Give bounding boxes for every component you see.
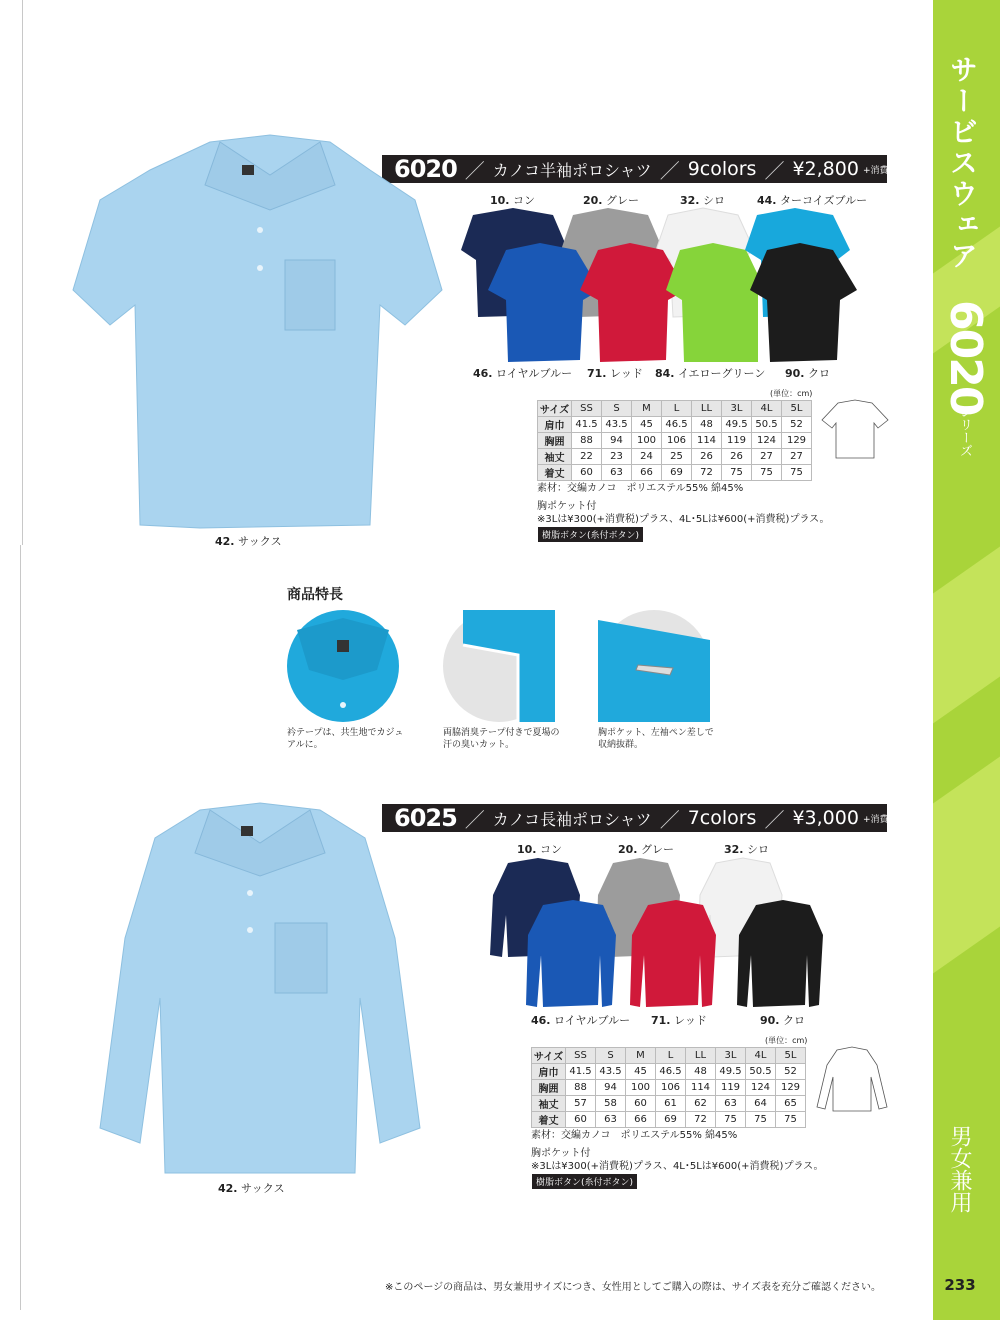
material-note: 素材：交編カノコ ポリエステル55% 綿45% xyxy=(531,1130,738,1141)
main-shirt-image-6020 xyxy=(70,130,445,530)
color-variants-6025 xyxy=(488,855,828,1010)
price-note: ※3Lは¥300(+消費税)プラス、4L･5Lは¥600(+消費税)プラス。 xyxy=(531,1161,824,1172)
margin-line xyxy=(22,0,23,545)
main-shirt-image-6025 xyxy=(75,798,425,1178)
color-label-46: 46. ロイヤルブルー xyxy=(531,1014,631,1027)
color-label-10: 10. コン xyxy=(490,194,535,207)
color-label-84: 84. イエローグリーン xyxy=(655,367,766,380)
side-series-label: シリーズ xyxy=(957,405,972,457)
color-label-90: 90. クロ xyxy=(760,1014,805,1027)
color-label-20: 20. グレー xyxy=(583,194,639,207)
color-label-20: 20. グレー xyxy=(618,843,674,856)
features-title: 商品特長 xyxy=(287,587,343,603)
color-label-71: 71. レッド xyxy=(587,367,643,380)
feature-text-3: 胸ポケット、左袖ペン差しで収納抜群。 xyxy=(598,728,714,750)
button-tag: 樹脂ボタン(糸付ボタン) xyxy=(538,527,643,542)
feature-image-pen-slot xyxy=(598,610,710,722)
color-label-44: 44. ターコイズブルー xyxy=(757,194,868,207)
margin-line xyxy=(20,545,21,1310)
color-count: 9colors xyxy=(687,158,757,180)
material-note: 素材：交編カノコ ポリエステル55% 綿45% xyxy=(537,483,744,494)
color-label-32: 32. シロ xyxy=(680,194,725,207)
tax-label: +消費税 xyxy=(862,814,898,825)
button-tag: 樹脂ボタン(糸付ボタン) xyxy=(532,1174,637,1189)
side-series-number: 6020 xyxy=(940,300,991,415)
size-diagram-short-sleeve xyxy=(820,398,890,460)
side-category-title: サービスウェア xyxy=(946,55,979,272)
pocket-note: 胸ポケット付 xyxy=(537,501,597,512)
color-label-90: 90. クロ xyxy=(785,367,830,380)
color-label-32: 32. シロ xyxy=(724,843,769,856)
product-price: ¥2,800 xyxy=(792,158,859,180)
page-number: 233 xyxy=(944,1276,976,1294)
product-name: カノコ半袖ポロシャツ xyxy=(492,160,652,180)
color-label-46: 46. ロイヤルブルー xyxy=(473,367,573,380)
color-variants-6020 xyxy=(458,205,758,365)
feature-image-tape xyxy=(443,610,555,722)
color-count: 7colors xyxy=(687,807,757,829)
product-price: ¥3,000 xyxy=(792,807,859,829)
unit-label: (単位：cm) xyxy=(765,1036,808,1045)
product-name: カノコ長袖ポロシャツ xyxy=(492,809,652,829)
side-unisex-label: 男女兼用 xyxy=(947,1125,972,1213)
feature-text-1: 衿テープは、共生地でカジュアルに。 xyxy=(287,728,404,750)
pocket-note: 胸ポケット付 xyxy=(531,1148,591,1159)
color-variants-6020-right xyxy=(745,205,860,365)
main-color-label: 42. サックス xyxy=(215,535,282,548)
product-header-6025: 6025 ／ カノコ長袖ポロシャツ ／ 7colors ／ ¥3,000 +消費税 xyxy=(382,804,887,832)
main-color-label: 42. サックス xyxy=(218,1182,285,1195)
size-diagram-long-sleeve xyxy=(815,1045,890,1115)
feature-image-collar xyxy=(287,610,399,722)
product-code: 6025 xyxy=(394,804,457,832)
product-code: 6020 xyxy=(394,155,457,183)
footer-note: ※このページの商品は、男女兼用サイズにつき、女性用としてご購入の際は、サイズ表を充分ご確認ください。 xyxy=(385,1282,881,1293)
tax-label: +消費税 xyxy=(862,165,898,176)
product-header-6020: 6020 ／ カノコ半袖ポロシャツ ／ 9colors ／ ¥2,800 +消費税 xyxy=(382,155,887,183)
size-table-6025: サイズ SS S M L LL 3L 4L 5L 肩巾 41.5 43.5 45 46.5 48 49.5 50.5 52 胸囲 88 94 100 106 114 119 124 129 袖丈 57 58 60 61 62 63 64 65 着丈 60 63 66 69 72 75 75 75 xyxy=(531,1047,806,1128)
size-table-6020: サイズ SS S M L LL 3L 4L 5L 肩巾 41.5 43.5 45 46.5 48 49.5 50.5 52 胸囲 88 94 100 106 114 119 124 129 袖丈 22 23 24 25 26 26 27 27 着丈 60 63 66 69 72 75 75 75 xyxy=(537,400,812,481)
feature-text-2: 両脇消臭テープ付きで夏場の汗の臭いカット。 xyxy=(443,728,560,750)
unit-label: (単位：cm) xyxy=(770,389,813,398)
price-note: ※3Lは¥300(+消費税)プラス、4L･5Lは¥600(+消費税)プラス。 xyxy=(537,514,830,525)
color-label-71: 71. レッド xyxy=(651,1014,707,1027)
color-label-10: 10. コン xyxy=(517,843,562,856)
